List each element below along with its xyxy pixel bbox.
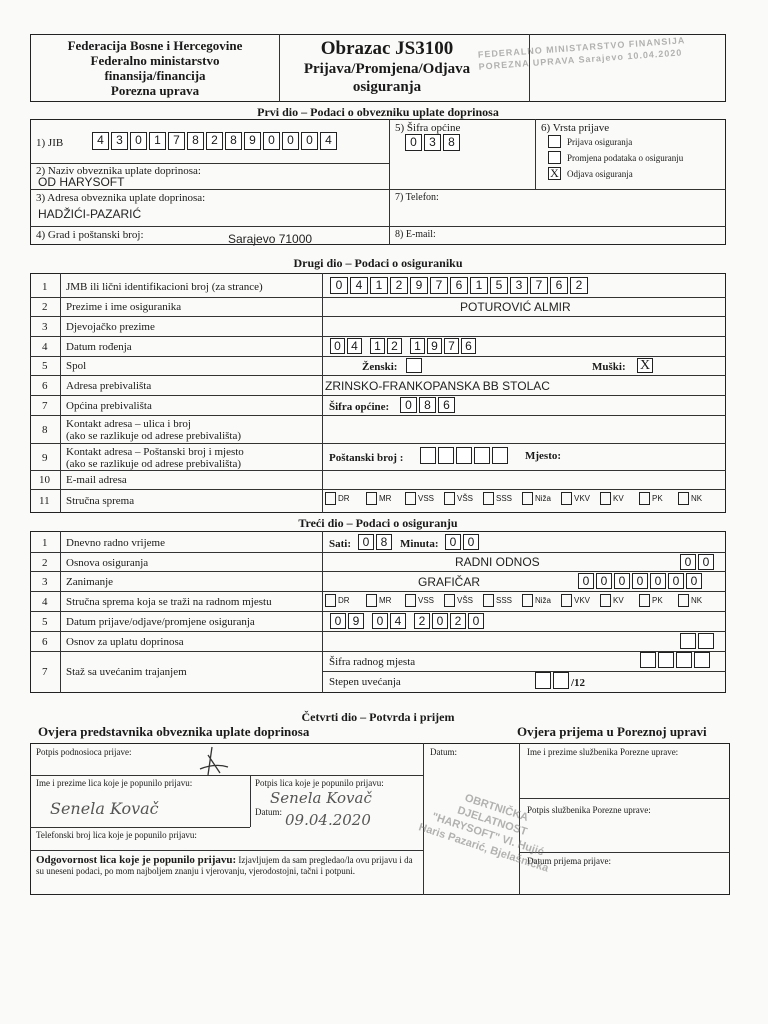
req-qual-checkbox[interactable] (325, 594, 336, 607)
authority-line-3: finansija/financija (104, 68, 206, 83)
hours-digit: 8 (376, 534, 392, 550)
jmb-digit: 0 (330, 277, 348, 294)
birth-digit: 7 (444, 338, 459, 354)
left-verification-title: Ovjera predstavnika obveznika uplate doprinosa (38, 724, 310, 739)
birth-digit: 1 (410, 338, 425, 354)
req-qual-label: KV (613, 596, 624, 605)
occupation-code-digit: 0 (578, 573, 594, 589)
jib-digit: 2 (206, 132, 223, 150)
jmb-digit: 2 (570, 277, 588, 294)
req-qual-checkbox[interactable] (366, 594, 377, 607)
qual-checkbox[interactable] (325, 492, 336, 505)
qual-checkbox[interactable] (444, 492, 455, 505)
jib-digit: 0 (263, 132, 280, 150)
filler-name-value: Senela Kovač (50, 799, 159, 818)
p2-row-label: JMB ili lični identifikacioni broj (za strance) (66, 281, 263, 293)
postal-label: Poštanski broj : (329, 452, 404, 464)
jib-digit: 3 (111, 132, 128, 150)
p2-row-num: 8 (42, 424, 48, 436)
req-qual-checkbox[interactable] (405, 594, 416, 607)
p2-row-label: Prezime i ime osiguranika (66, 301, 182, 313)
increase-box[interactable] (553, 672, 569, 689)
minutes-digit: 0 (445, 534, 461, 550)
prijava-type-label: 6) Vrsta prijave (541, 122, 610, 134)
minutes-digit: 0 (463, 534, 479, 550)
occupation-code-digit: 0 (650, 573, 666, 589)
req-qual-label: VSS (418, 596, 435, 605)
jmb-digit: 7 (430, 277, 448, 294)
submitter-signature-label: Potpis podnosioca prijave: (36, 747, 132, 757)
jib-label: 1) JIB (36, 137, 64, 149)
municipality-digit: 8 (443, 134, 460, 151)
municipality-code-digit: 0 (400, 397, 417, 413)
responsibility-statement (36, 855, 420, 877)
qual-checkbox[interactable] (483, 492, 494, 505)
qual-checkbox[interactable] (405, 492, 416, 505)
gender-male-label: Muški: (592, 361, 626, 373)
p2-row-num: 9 (42, 452, 48, 464)
jmb-digit: 9 (410, 277, 428, 294)
company-stamp: OBRTNIČKA DJELATNOST "HARYSOFT" Vl. Hujić Haris Pazarić, Bjelašnička (417, 792, 550, 875)
qual-label: PK (652, 494, 663, 503)
workplace-code-cells (640, 652, 712, 668)
qual-label: KV (613, 494, 624, 503)
gender-male-checkbox[interactable]: X (637, 358, 653, 373)
birth-digit: 6 (461, 338, 476, 354)
obveznik-name-label: 2) Naziv obveznika uplate doprinosa: (36, 165, 201, 177)
responsibility-title: Odgovornost lica koje je popunilo prijavu: (36, 854, 237, 866)
part1-title: Prvi dio – Podaci o obvezniku uplate doprinosa (257, 105, 499, 119)
p2-row-label: Adresa prebivališta (66, 380, 152, 392)
insurance-date-cells (330, 613, 486, 629)
jmb-digit: 5 (490, 277, 508, 294)
insurance-date-digit: 0 (372, 613, 388, 629)
jib-digit: 0 (282, 132, 299, 150)
p2-row-num: 5 (42, 360, 48, 372)
postal-box[interactable] (474, 447, 490, 464)
insurance-date-digit: 0 (432, 613, 448, 629)
part4-title: Četvrti dio – Potvrda i prijem (301, 710, 455, 724)
qual-label: NK (691, 494, 703, 503)
municipality-code-cells (400, 397, 457, 413)
occupation-code-digit: 0 (614, 573, 630, 589)
qual-checkbox[interactable] (639, 492, 650, 505)
officer-name-label: Ime i prezime službenika Porezne uprave: (527, 747, 679, 757)
workplace-code-box[interactable] (658, 652, 674, 668)
contribution-basis-cells (680, 633, 716, 649)
basis-code-digit: 0 (698, 554, 714, 570)
req-qual-label: VŠS (457, 596, 474, 605)
place-label: Mjesto: (525, 450, 562, 462)
qual-label: VKV (574, 494, 591, 503)
qual-checkbox[interactable] (600, 492, 611, 505)
p2-row-num: 1 (42, 281, 48, 293)
type-checkbox-promjena[interactable] (548, 151, 561, 164)
jib-digit: 4 (320, 132, 337, 150)
jib-digit: 4 (92, 132, 109, 150)
jmb-digit: 1 (370, 277, 388, 294)
qual-checkbox[interactable] (678, 492, 689, 505)
postal-box[interactable] (492, 447, 508, 464)
birth-date-cells (330, 338, 478, 354)
p2-row-num: 7 (42, 400, 48, 412)
part3-title: Treći dio – Podaci o osiguranju (298, 516, 458, 530)
qual-label: MR (379, 494, 392, 503)
insurance-date-digit: 9 (348, 613, 364, 629)
type-option-odjava: Odjava osiguranja (567, 169, 633, 179)
authority-block (34, 38, 276, 98)
p2-row-num: 2 (42, 301, 48, 313)
filler-sign-value: Senela Kovač (270, 789, 372, 807)
hours-digit: 0 (358, 534, 374, 550)
req-qual-checkbox[interactable] (600, 594, 611, 607)
part2-title: Drugi dio – Podaci o osiguraniku (293, 256, 463, 270)
p3-row-num: 1 (42, 537, 48, 549)
postal-box[interactable] (456, 447, 472, 464)
birth-digit: 1 (370, 338, 385, 354)
qual-checkbox[interactable] (561, 492, 572, 505)
occupation-value: GRAFIČAR (418, 575, 481, 589)
occupation-code-digit: 0 (686, 573, 702, 589)
req-qual-checkbox[interactable] (522, 594, 533, 607)
insurance-basis-value: RADNI ODNOS (455, 555, 540, 569)
filler-phone-label: Telefonski broj lica koje je popunilo prijavu: (36, 830, 197, 840)
req-qual-checkbox[interactable] (561, 594, 572, 607)
required-qualification-row (325, 594, 711, 607)
type-option-prijava: Prijava osiguranja (567, 137, 633, 147)
jib-cells (92, 132, 339, 150)
qual-label: VŠS (457, 494, 474, 503)
p3-row-label: Stručna sprema koja se traži na radnom mjestu (66, 596, 272, 608)
qual-label: SSS (496, 494, 513, 503)
p2-row-num: 3 (42, 321, 48, 333)
filler-name-label: Ime i prezime lica koje je popunilo prijavu: (36, 778, 193, 788)
date-label: Datum: (430, 747, 457, 757)
jib-digit: 0 (130, 132, 147, 150)
form-title: Obrazac JS3100 (320, 38, 454, 59)
phone-label: 7) Telefon: (395, 192, 439, 203)
req-qual-label: NK (691, 596, 703, 605)
req-qual-label: MR (379, 596, 392, 605)
req-qual-label: DR (338, 596, 350, 605)
birth-digit: 9 (427, 338, 442, 354)
p2-row-num: 6 (42, 380, 48, 392)
insurance-date-digit: 4 (390, 613, 406, 629)
obveznik-city-label: 4) Grad i poštanski broj: (36, 229, 144, 241)
p2-row-label: Djevojačko prezime (66, 321, 155, 333)
req-qual-label: Niža (535, 596, 552, 605)
form-subtitle-2: osiguranja (352, 79, 422, 95)
jmb-digit: 6 (550, 277, 568, 294)
p3-row-label: Staž sa uvećanim trajanjem (66, 666, 187, 678)
form-subtitle: Prijava/Promjena/Odjava (303, 61, 471, 77)
postal-cells (420, 447, 510, 464)
jmb-digit: 4 (350, 277, 368, 294)
jmb-digit: 2 (390, 277, 408, 294)
insured-full-name: POTUROVIĆ ALMIR (460, 300, 571, 314)
type-checkbox-odjava[interactable]: X (548, 167, 561, 180)
obveznik-name-value: OD HARYSOFT (38, 175, 125, 189)
req-qual-checkbox[interactable] (444, 594, 455, 607)
insured-address-value: ZRINSKO-FRANKOPANSKA BB STOLAC (325, 379, 550, 393)
p3-row-label: Dnevno radno vrijeme (66, 537, 165, 549)
obveznik-city-value: Sarajevo 71000 (228, 232, 313, 246)
p2-row-label2: (ako se razlikuje od adrese prebivališta) (66, 430, 242, 442)
qual-label: VSS (418, 494, 435, 503)
birth-digit: 0 (330, 338, 345, 354)
p3-row-label: Datum prijave/odjave/promjene osiguranja (66, 616, 255, 628)
basis-code-digit: 0 (680, 554, 696, 570)
p2-row-label: E-mail adresa (66, 474, 127, 486)
type-checkbox-prijava[interactable] (548, 135, 561, 148)
insurance-date-digit: 2 (450, 613, 466, 629)
submitter-signature-mark (190, 745, 240, 785)
p2-row-label: Spol (66, 360, 87, 372)
qual-checkbox[interactable] (522, 492, 533, 505)
filler-date-label: Datum: (255, 807, 282, 817)
occupation-code-cells (578, 573, 704, 589)
p3-row-label: Osnov za uplatu doprinosa (66, 636, 184, 648)
gender-female-checkbox[interactable] (406, 358, 422, 373)
municipality-code-digit: 6 (438, 397, 455, 413)
p2-row-label: Datum rođenja (66, 341, 132, 353)
received-stamp: FEDERALNO MINISTARSTVO FINANSIJA POREZNA UPRAVA Sarajevo 10.04.2020 (477, 35, 686, 72)
p2-row-label: Stručna sprema (66, 495, 135, 507)
req-qual-checkbox[interactable] (483, 594, 494, 607)
increase-suffix: /12 (571, 677, 586, 689)
req-qual-checkbox[interactable] (678, 594, 689, 607)
occupation-code-digit: 0 (668, 573, 684, 589)
p2-row-label: Kontakt adresa – Poštanski broj i mjesto (66, 446, 244, 458)
p2-row-label: Kontakt adresa – ulica i broj (66, 418, 191, 430)
jib-digit: 9 (244, 132, 261, 150)
workplace-code-label: Šifra radnog mjesta (329, 656, 416, 668)
jmb-cells (330, 277, 590, 294)
postal-box[interactable] (420, 447, 436, 464)
municipality-cells (405, 134, 462, 151)
municipality-code-label: Šifra općine: (329, 401, 390, 413)
insurance-date-digit: 0 (468, 613, 484, 629)
p3-row-num: 7 (42, 666, 48, 678)
insurance-date-digit: 2 (414, 613, 430, 629)
qual-checkbox[interactable] (366, 492, 377, 505)
municipality-digit: 3 (424, 134, 441, 151)
hours-cells (358, 534, 394, 550)
jib-digit: 8 (225, 132, 242, 150)
officer-sign-label: Potpis službenika Porezne uprave: (527, 805, 651, 815)
insurance-date-digit: 0 (330, 613, 346, 629)
p2-row-num: 4 (42, 341, 48, 353)
workplace-code-box[interactable] (694, 652, 710, 668)
jmb-digit: 7 (530, 277, 548, 294)
qual-label: DR (338, 494, 350, 503)
increase-box[interactable] (535, 672, 551, 689)
contribution-basis-box[interactable] (698, 633, 714, 649)
increase-cells (535, 672, 571, 689)
p3-row-num: 6 (42, 636, 48, 648)
occupation-code-digit: 0 (596, 573, 612, 589)
qual-label: Niža (535, 494, 552, 503)
contribution-basis-box[interactable] (680, 633, 696, 649)
p2-row-label: Općina prebivališta (66, 400, 152, 412)
jib-digit: 8 (187, 132, 204, 150)
municipality-digit: 0 (405, 134, 422, 151)
p3-row-label: Osnova osiguranja (66, 557, 149, 569)
minutes-cells (445, 534, 481, 550)
birth-digit: 2 (387, 338, 402, 354)
p3-row-num: 3 (42, 576, 48, 588)
qualification-row (325, 492, 711, 505)
p3-row-num: 2 (42, 557, 48, 569)
municipality-label: 5) Šifra općine (395, 122, 461, 134)
jib-digit: 0 (301, 132, 318, 150)
filler-date-value: 09.04.2020 (285, 811, 371, 829)
email-label: 8) E-mail: (395, 229, 436, 240)
gender-female-label: Ženski: (362, 361, 398, 373)
postal-box[interactable] (438, 447, 454, 464)
obveznik-address-label: 3) Adresa obveznika uplate doprinosa: (36, 192, 206, 204)
jmb-digit: 6 (450, 277, 468, 294)
workplace-code-box[interactable] (676, 652, 692, 668)
p2-row-num: 10 (39, 474, 50, 486)
received-date-label: Datum prijema prijave: (527, 856, 611, 866)
authority-line-1: Federacija Bosne i Hercegovine (67, 38, 243, 53)
type-option-promjena: Promjena podataka o osiguranju (567, 153, 684, 163)
minutes-label: Minuta: (400, 538, 439, 550)
authority-line-4: Porezna uprava (110, 83, 200, 98)
req-qual-checkbox[interactable] (639, 594, 650, 607)
jmb-digit: 3 (510, 277, 528, 294)
req-qual-label: VKV (574, 596, 591, 605)
req-qual-label: PK (652, 596, 663, 605)
right-verification-title: Ovjera prijema u Poreznoj upravi (517, 724, 707, 739)
municipality-code-digit: 8 (419, 397, 436, 413)
increase-label: Stepen uvećanja (329, 676, 401, 688)
obveznik-address-value: HADŽIĆI-PAZARIĆ (38, 207, 142, 221)
jib-digit: 1 (149, 132, 166, 150)
birth-digit: 4 (347, 338, 362, 354)
hours-label: Sati: (329, 538, 351, 550)
jib-digit: 7 (168, 132, 185, 150)
occupation-code-digit: 0 (632, 573, 648, 589)
jmb-digit: 1 (470, 277, 488, 294)
workplace-code-box[interactable] (640, 652, 656, 668)
responsibility-text: Izjavljujem da sam pregledao/la ovu prijavu i da su uneseni podaci, po mom najboljem znanju i vjerovanju, vjerodostojni, tačni i potpuni. (36, 855, 413, 876)
p2-row-label2: (ako se razlikuje od adrese prebivališta) (66, 458, 242, 470)
p3-row-num: 5 (42, 616, 48, 628)
p3-row-label: Zanimanje (66, 576, 114, 588)
req-qual-label: SSS (496, 596, 513, 605)
filler-sign-label: Potpis lica koje je popunilo prijavu: (255, 778, 384, 788)
p3-row-num: 4 (42, 596, 48, 608)
basis-code-cells (680, 554, 716, 570)
authority-line-2: Federalno ministarstvo (90, 53, 220, 68)
p2-row-num: 11 (39, 495, 50, 507)
